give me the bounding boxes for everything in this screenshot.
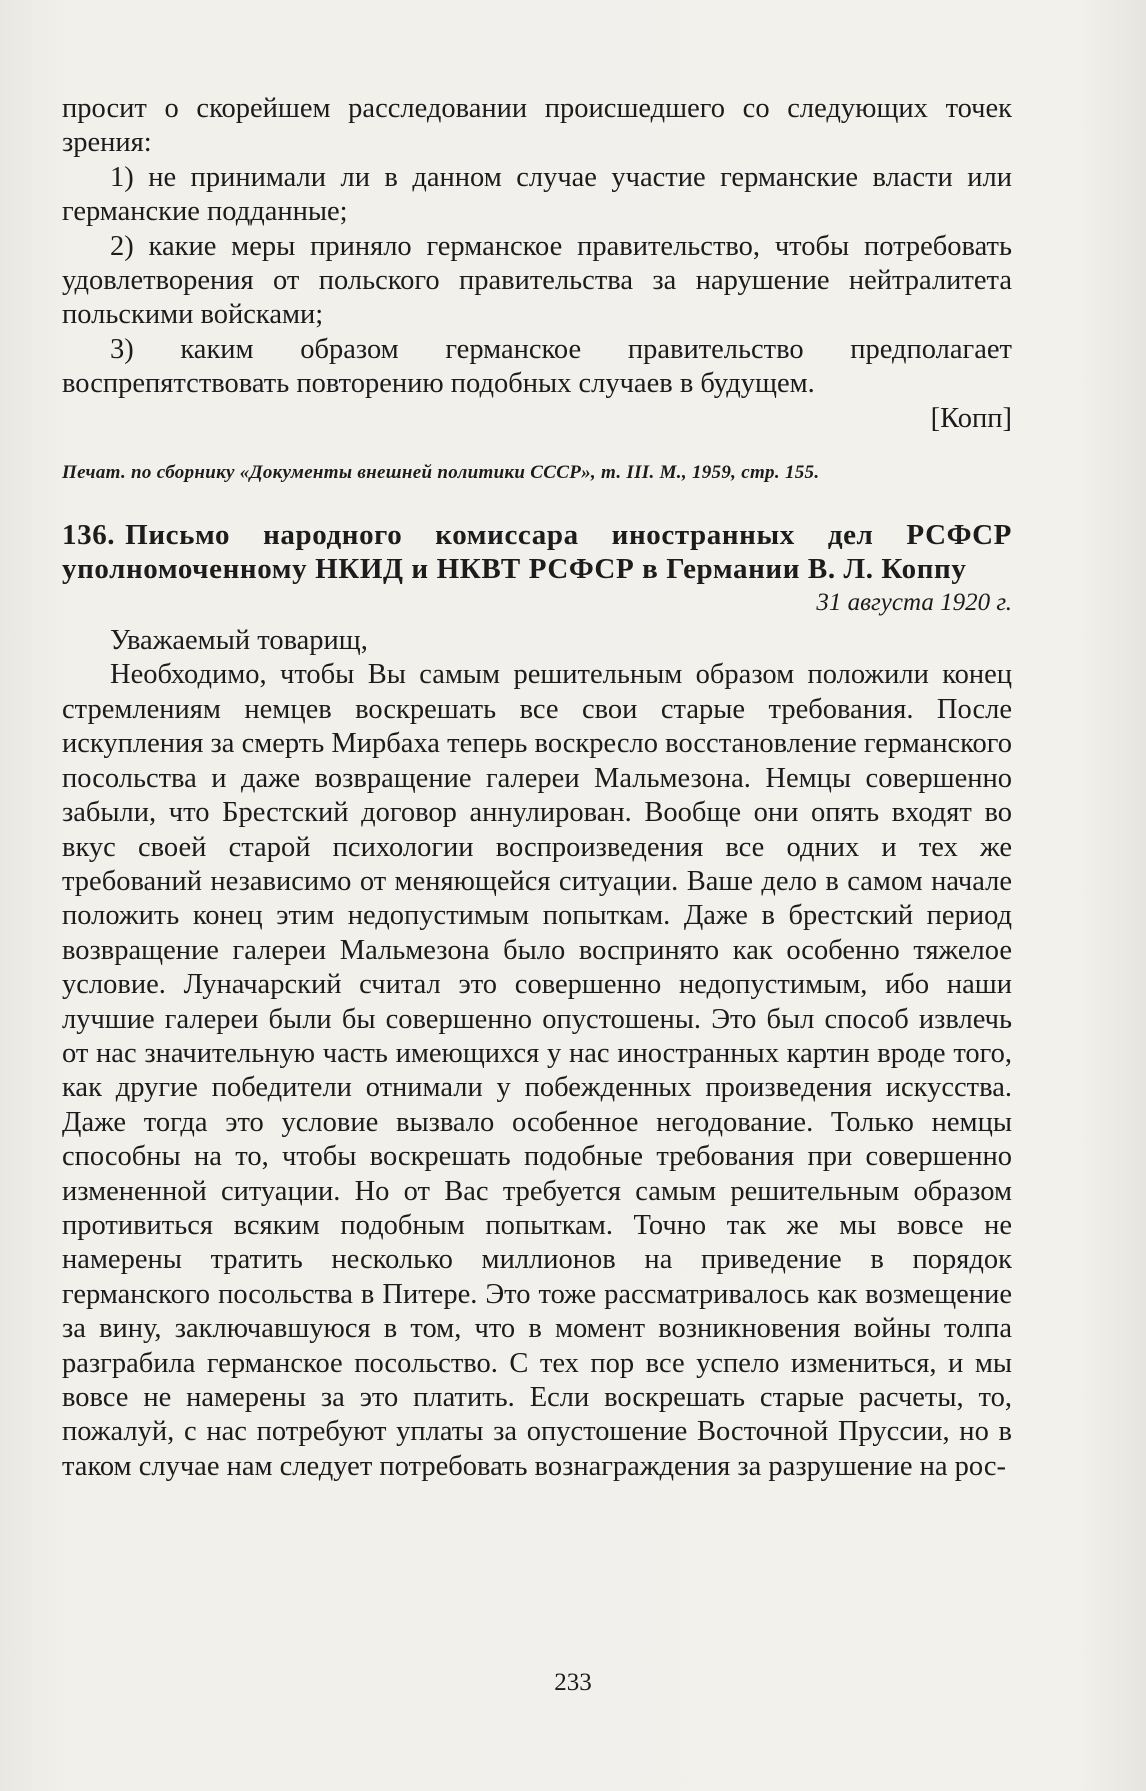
letter-body: Необходимо, чтобы Вы самым решительным образом положили конец стремлениям немцев воскрешать все свои старые требования. После искупления за смерть Мирбаха теперь воскресло восстановление германского посольства и даже возвращение галереи Мальмезона. Немцы совершенно забыли, что Брестский договор аннулирован. Вообще они опять входят во вкус своей старой психологии воспроизведения все одних и тех же требований независимо от меняющейся ситуации. Ваше дело в самом начале положить конец этим недопустимым попыткам. Даже в брестский период возвращение галереи Мальмезона было воспринято как особенно тяжелое условие. Луначарский считал это совершенно недопустимым, ибо наши лучшие галереи были бы совершенно опустошены. Это был способ извлечь от нас значительную часть имеющихся у нас иностранных картин вроде того, как другие победители отнимали у побежденных произведения искусства. Даже тогда это условие вызвало особенное негодование. Только немцы способны на то, чтобы воскрешать подобные требования при совершенно измененной ситуации. Но от Вас требуется самым решительным образом противиться всяким подобным попыткам. Точно так же мы вовсе не намерены тратить несколько миллионов на приведение в порядок германского посольства в Питере. Это тоже рассматривалось как возмещение за вину, заключавшуюся в том, что в момент возникновения войны толпа разграбила германское посольство. С тех пор все успело измениться, и мы вовсе не намерены за это платить. Если воскрешать старые расчеты, то, пожалуй, с нас потребуют уплаты за опустошение Восточной Пруссии, но в таком случае нам следует потребовать вознаграждения за разрушение на рос- (62, 659, 1012, 1482)
point-1: 1) не принимали ли в данном случае участие германские власти или германские подданные; (62, 161, 1012, 228)
document-date: 31 августа 1920 г. (816, 589, 1012, 617)
document-title: Письмо народного комиссара иностранных дел РСФСР уполномоченному НКИД и НКВТ РСФСР в Германии В. Л. Коппу (62, 519, 1012, 586)
point-3: 3) каким образом германское правительство предполагает воспрепятствовать повторению подобных случаев в будущем. (62, 333, 1012, 400)
salutation: Уважаемый товарищ, (110, 625, 368, 657)
page-number: 233 (554, 1669, 592, 1696)
source-note: Печат. по сборнику «Документы внешней политики СССР», т. III. М., 1959, стр. 155. (62, 462, 820, 484)
continuation-paragraph: просит о скорейшем расследовании происшедшего со следующих точек зрения: (62, 93, 1012, 159)
document-number: 136. (62, 519, 116, 552)
point-2: 2) какие меры приняло германское правительство, чтобы потребовать удовлетворения от польского правительства за нарушение нейтралитета польскими войсками; (62, 230, 1012, 331)
document-heading (62, 518, 1012, 586)
signature: [Копп] (930, 402, 1012, 434)
text-column (62, 92, 1012, 1484)
